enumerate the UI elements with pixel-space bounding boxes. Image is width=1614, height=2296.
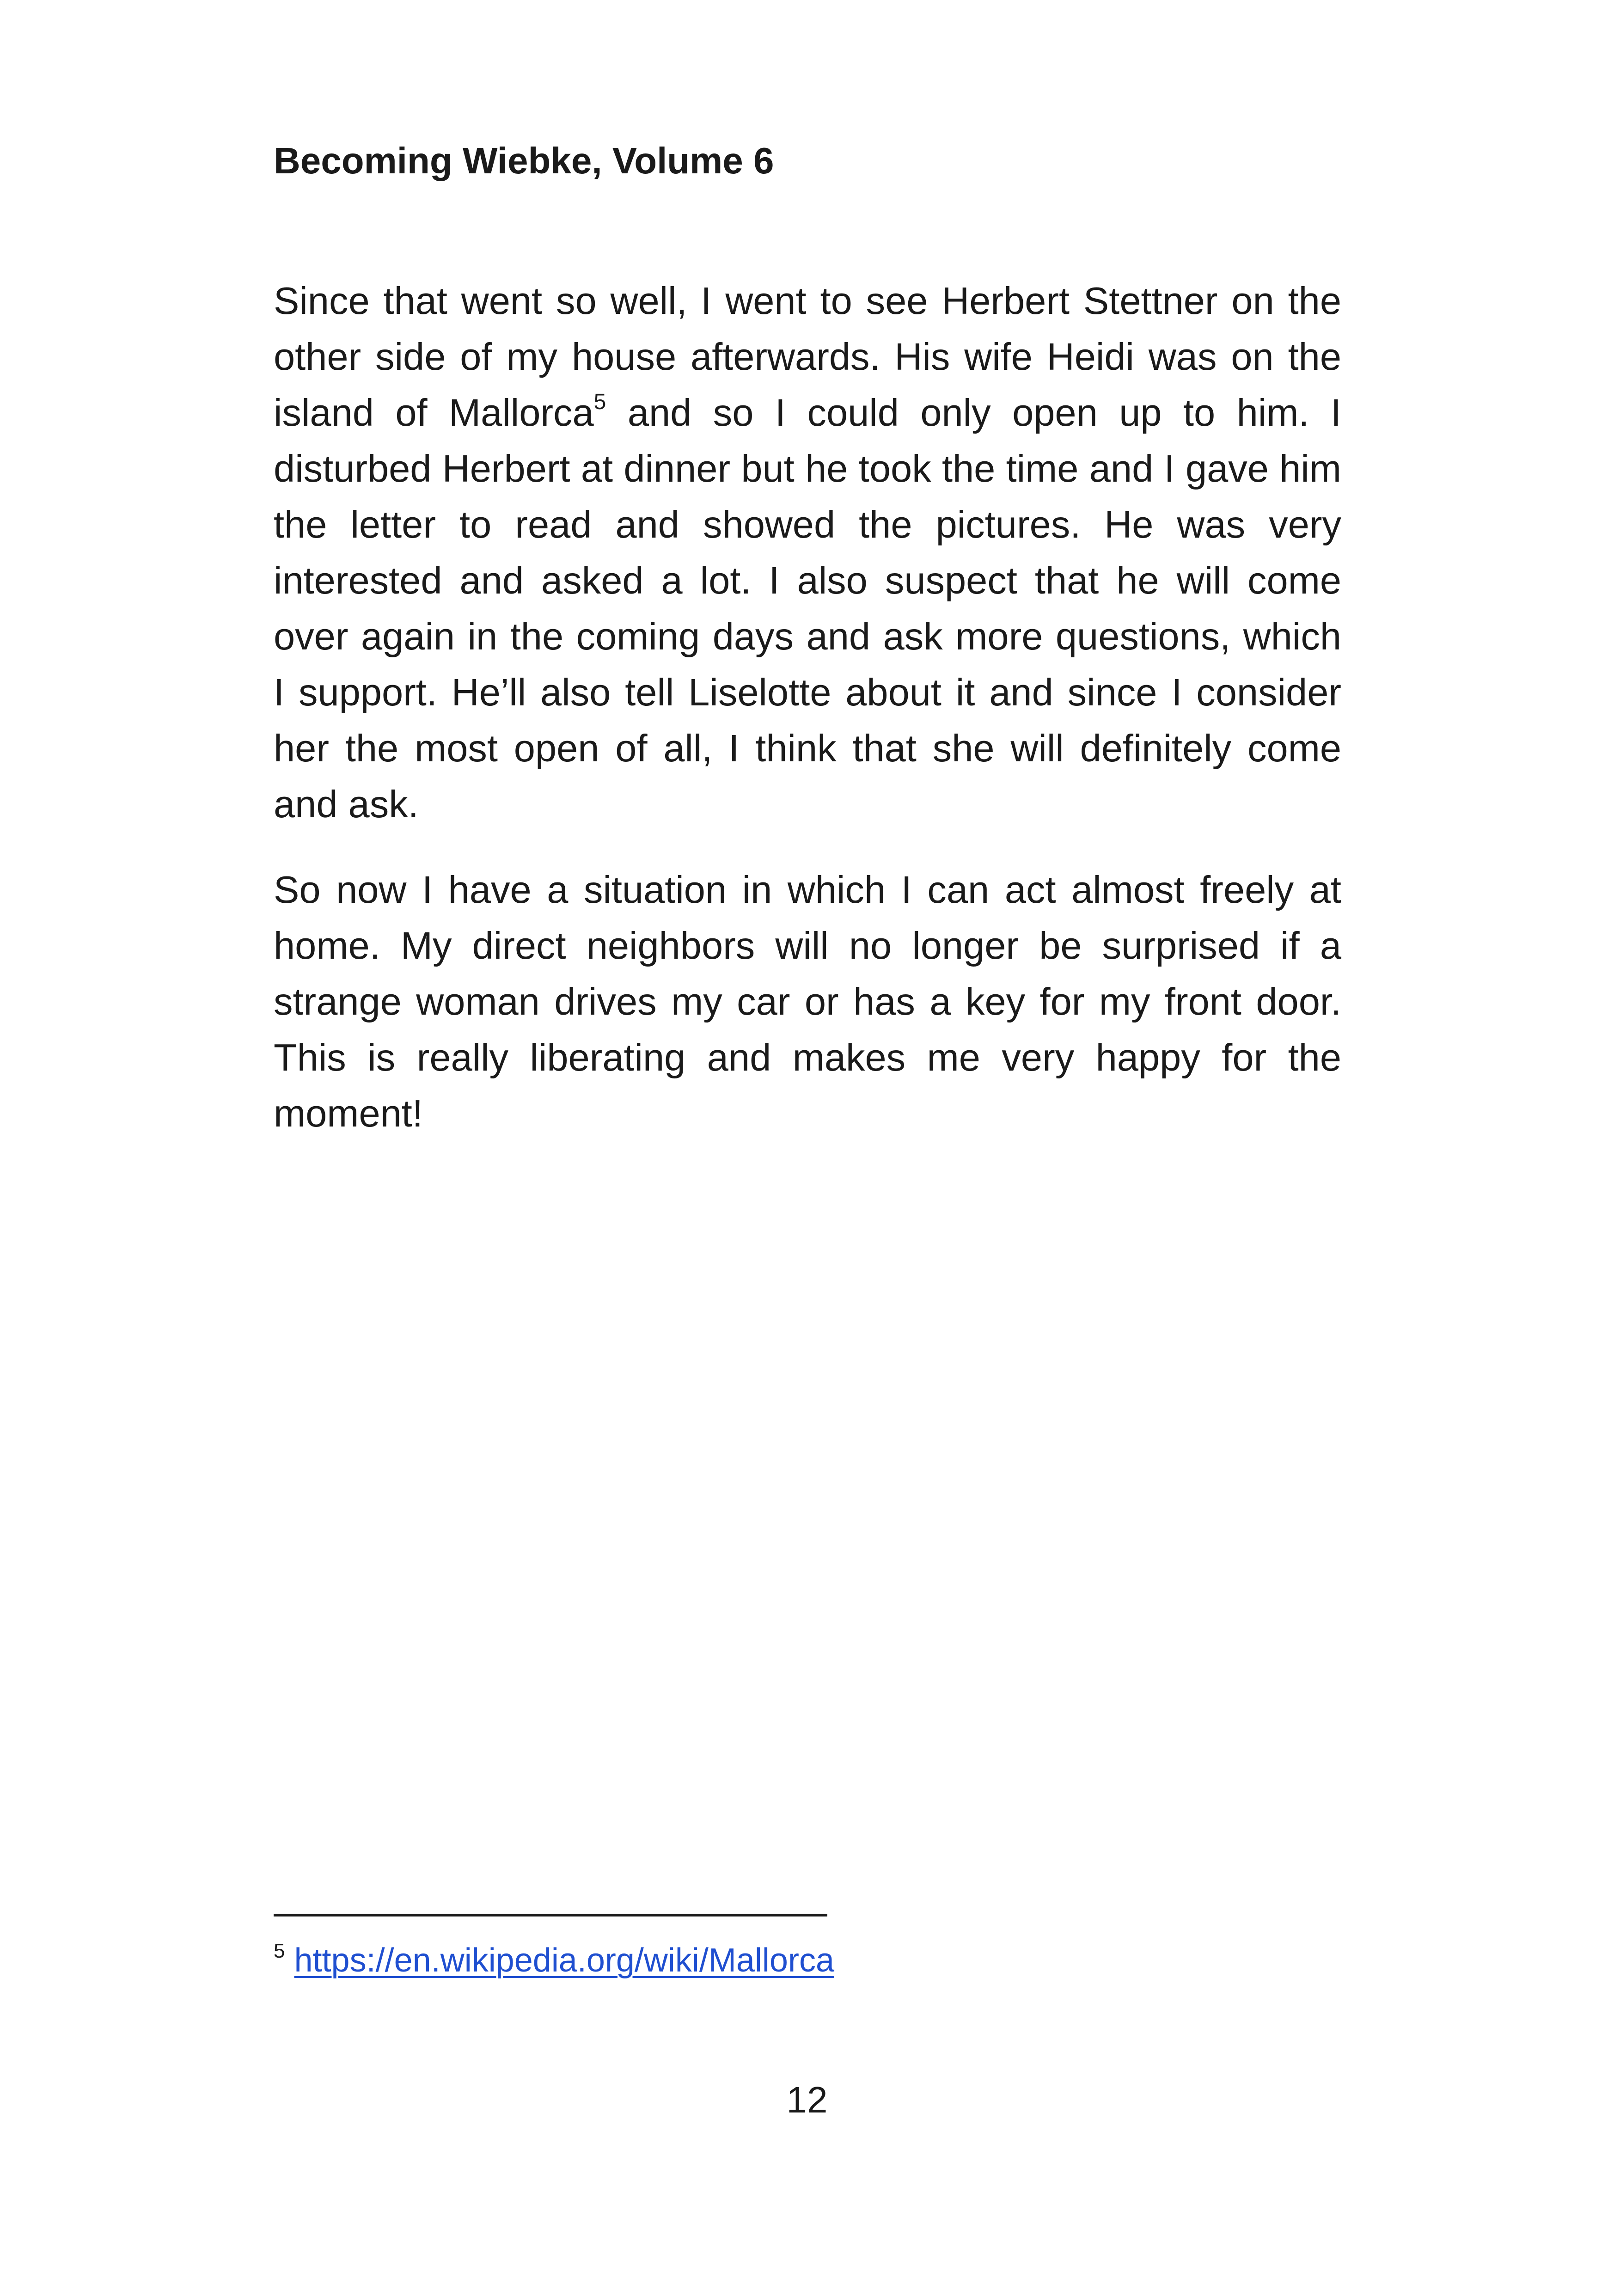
paragraph-2: So now I have a situation in which I can act almost freely at home. My direct neighbors will no longer be surprised if a strange woman drives my car or has a key for my front door. This is really liberating and makes me very happy for the moment! <box>274 868 1341 1135</box>
page-number: 12 <box>786 2079 828 2120</box>
footnote-marker: 5 <box>274 1940 285 1962</box>
footnote <box>274 1941 834 1980</box>
running-header: Becoming Wiebke, Volume 6 <box>274 140 774 181</box>
body-text <box>274 273 1341 1141</box>
footnote-link[interactable]: https://en.wikipedia.org/wiki/Mallorca <box>294 1942 834 1979</box>
paragraph-1-text-before-footnote: Since that went so well, I went to see Herbert Stettner on the other side of my house afterwards. His wife Heidi was on the island of Mallorca <box>274 279 1341 434</box>
paragraph-1-text-after-footnote: and so I could only open up to him. I disturbed Herbert at dinner but he took the time and I gave him the letter to read and showed the pictures. He was very interested and asked a lot. I also suspect that he will come over again in the coming days and ask more questions, which I support. He’ll also tell Liselotte about it and since I consider her the most open of all, I think that she will definitely come and ask. <box>274 391 1342 826</box>
paragraph-1 <box>274 273 1341 832</box>
footnote-separator <box>274 1914 827 1916</box>
footnote-reference-marker[interactable]: 5 <box>593 390 606 414</box>
